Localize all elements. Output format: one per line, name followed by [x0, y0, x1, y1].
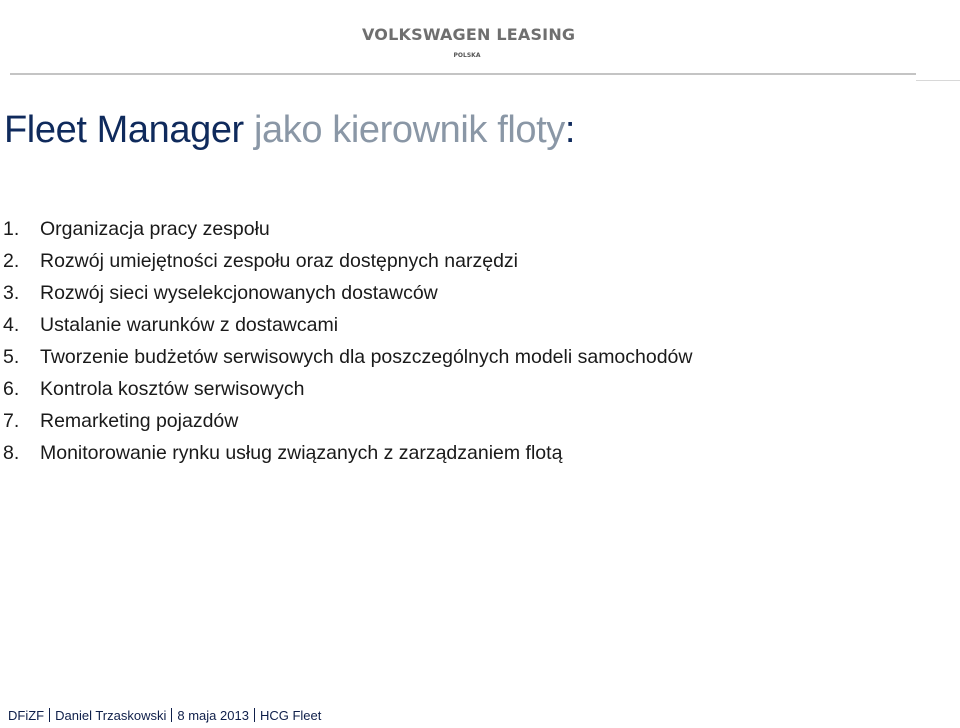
logo-subtitle: POLSKA	[453, 52, 481, 59]
logo-wordmark: VOLKSWAGEN LEASING	[362, 25, 576, 44]
item-text: Monitorowanie rynku usług związanych z zarządzaniem flotą	[40, 442, 563, 464]
list-item	[0, 309, 693, 341]
title-part-subtitle: jako kierownik floty	[253, 109, 565, 151]
numbered-list	[0, 213, 693, 469]
slide-title	[4, 108, 575, 152]
item-number: 8.	[3, 442, 20, 464]
list-item	[0, 245, 693, 277]
footer-event: HCG Fleet	[259, 708, 322, 723]
header-divider-tail	[916, 80, 960, 81]
item-number: 5.	[3, 346, 20, 368]
item-text: Rozwój umiejętności zespołu oraz dostępnych narzędzi	[40, 250, 518, 272]
footer-separator	[49, 708, 50, 722]
footer-separator	[254, 708, 255, 722]
item-text: Tworzenie budżetów serwisowych dla poszczególnych modeli samochodów	[40, 346, 693, 368]
item-number: 1.	[3, 218, 20, 240]
item-text: Organizacja pracy zespołu	[40, 218, 270, 240]
title-part-emphasis: Fleet Manager	[4, 109, 254, 151]
list-item	[0, 341, 693, 373]
title-part-colon: :	[564, 109, 576, 151]
list-item	[0, 277, 693, 309]
list-item	[0, 405, 693, 437]
slide-footer	[8, 707, 321, 725]
header-divider	[10, 73, 916, 75]
item-text: Kontrola kosztów serwisowych	[40, 378, 305, 400]
item-number: 2.	[3, 250, 20, 272]
item-number: 4.	[3, 314, 20, 336]
footer-author: Daniel Trzaskowski	[55, 708, 167, 723]
footer-separator	[171, 708, 172, 722]
footer-date: 8 maja 2013	[177, 708, 249, 723]
item-number: 7.	[3, 410, 20, 432]
item-text: Ustalanie warunków z dostawcami	[40, 314, 339, 336]
footer-org: DFiZF	[8, 708, 45, 723]
brand-logo	[362, 25, 576, 59]
item-number: 6.	[3, 378, 20, 400]
list-item	[0, 213, 693, 245]
list-item	[0, 437, 693, 469]
item-text: Remarketing pojazdów	[40, 410, 239, 432]
list-item	[0, 373, 693, 405]
item-number: 3.	[3, 282, 20, 304]
item-text: Rozwój sieci wyselekcjonowanych dostawców	[40, 282, 438, 304]
